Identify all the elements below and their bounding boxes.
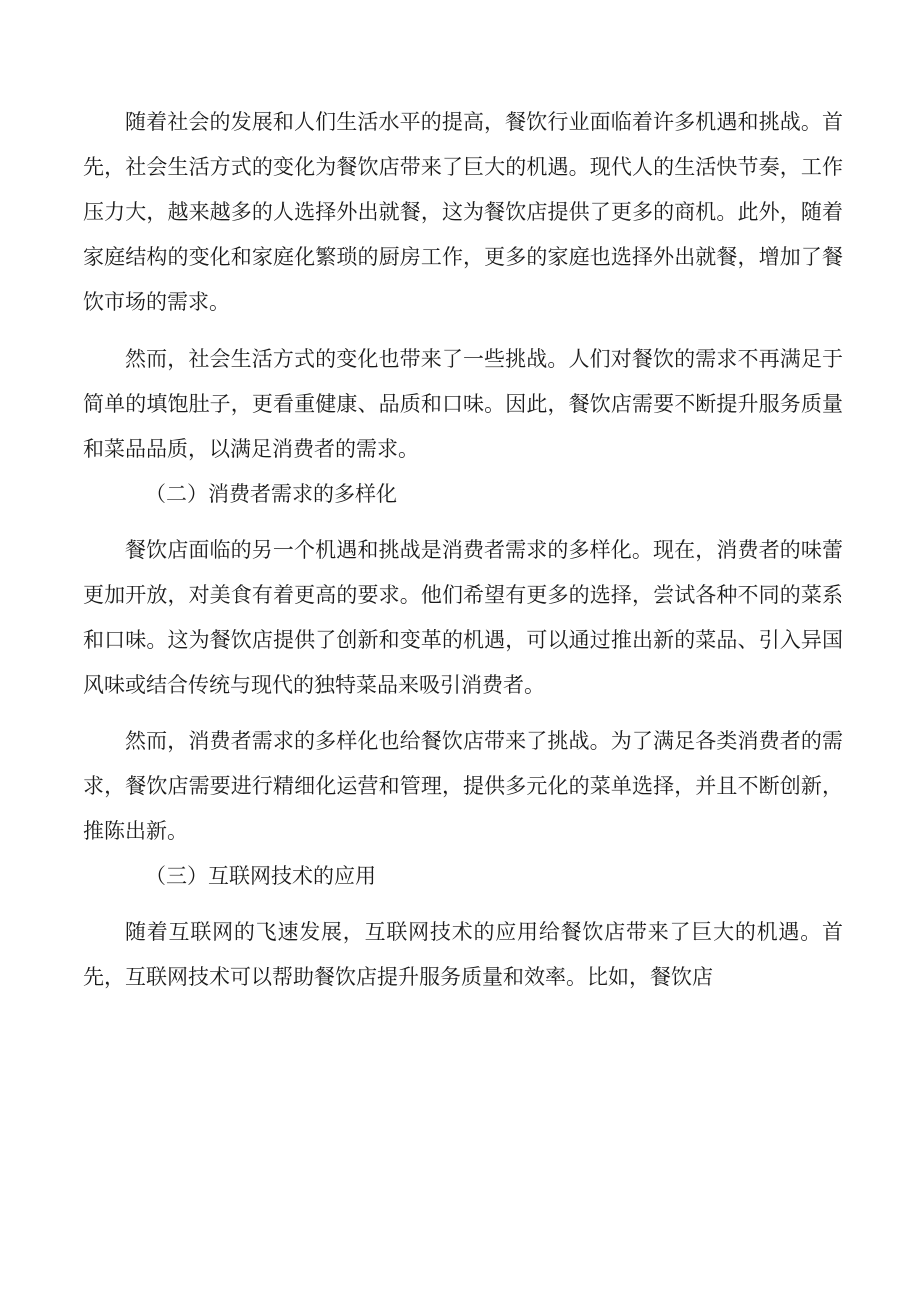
section-heading-internet-tech: （三）互联网技术的应用	[145, 864, 376, 888]
paragraph-internet-opportunity: 随着互联网的飞速发展，互联网技术的应用给餐饮店带来了巨大的机遇。首先，互联网技术可以帮助餐饮店提升服务质量和效率。比如，餐饮店	[83, 920, 843, 989]
section-heading-consumer-diversity: （二）消费者需求的多样化	[145, 482, 397, 506]
paragraph-lifestyle-challenges: 然而，社会生活方式的变化也带来了一些挑战。人们对餐饮的需求不再满足于简单的填饱肚子，更看重健康、品质和口味。因此，餐饮店需要不断提升服务质量和菜品品质，以满足消费者的需求。	[83, 347, 843, 461]
paragraph-diversity-opportunity: 餐饮店面临的另一个机遇和挑战是消费者需求的多样化。现在，消费者的味蕾更加开放，对美食有着更高的要求。他们希望有更多的选择，尝试各种不同的菜系和口味。这为餐饮店提供了创新和变革的机遇，可以通过推出新的菜品、引入异国风味或结合传统与现代的独特菜品来吸引消费者。	[83, 538, 843, 697]
paragraph-diversity-challenge: 然而，消费者需求的多样化也给餐饮店带来了挑战。为了满足各类消费者的需求，餐饮店需要进行精细化运营和管理，提供多元化的菜单选择，并且不断创新，推陈出新。	[83, 729, 843, 843]
paragraph-opportunities-challenges: 随着社会的发展和人们生活水平的提高，餐饮行业面临着许多机遇和挑战。首先，社会生活方式的变化为餐饮店带来了巨大的机遇。现代人的生活快节奏，工作压力大，越来越多的人选择外出就餐，这为餐饮店提供了更多的商机。此外，随着家庭结构的变化和家庭化繁琐的厨房工作，更多的家庭也选择外出就餐，增加了餐饮市场的需求。	[83, 110, 843, 314]
document-body	[83, 100, 843, 1000]
